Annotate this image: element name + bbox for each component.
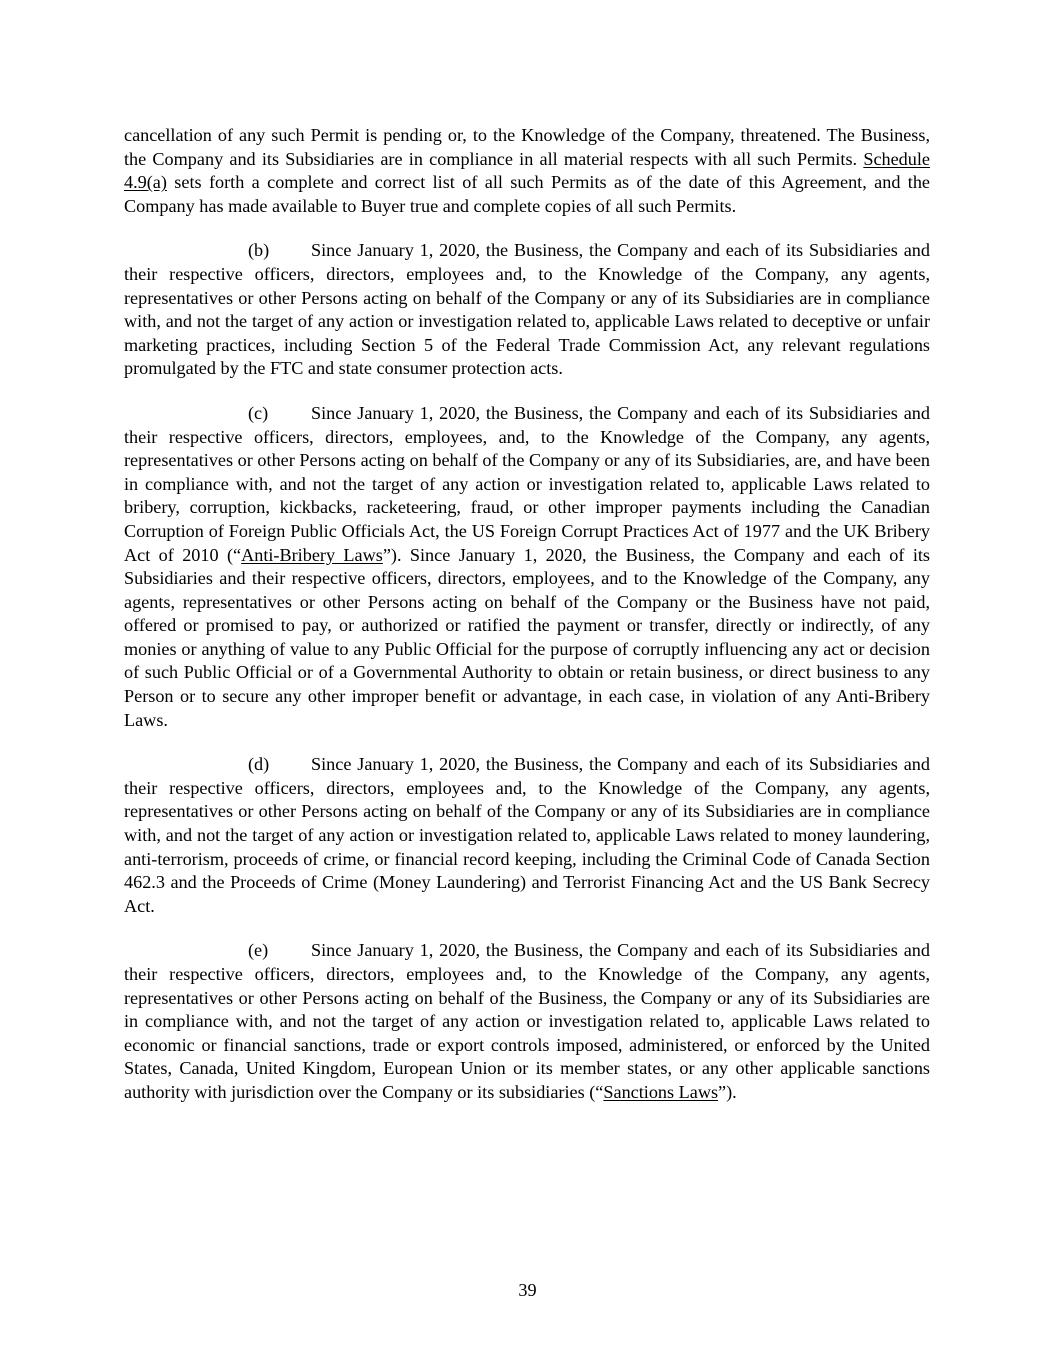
paragraph-text: cancellation of any such Permit is pending or, to the Knowledge of the Company, threatened. The Business, the Company and its Subsidiaries are in compliance in all material respects with all such Permits. — [124, 125, 930, 169]
paragraph-text: ”). Since January 1, 2020, the Business, the Company and each of its Subsidiaries and their respective officers, directors, employees, and to the Knowledge of the Company, any agents, representatives or other Persons acting on behalf of the Company or the Business have not paid, offered or promised to pay, or authorized or ratified the payment or transfer, directly or indirectly, of any monies or anything of value to any Public Official for the purpose of corruptly influencing any act or decision of such Public Official or of a Governmental Authority to obtain or retain business, or direct business to any Person or to secure any other improper benefit or advantage, in each case, in violation of any Anti-Bribery Laws. — [124, 544, 931, 730]
schedule-reference: Schedule 4.9(a) — [124, 148, 930, 193]
paragraph-text: Since January 1, 2020, the Business, the Company and each of its Subsidiaries and their respective officers, directors, employees and, to the Knowledge of the Company, any agents, representatives or other Persons acting on behalf of the Company or any of its Subsidiaries are in compliance with, and not the target of any action or investigation related to, applicable Laws related to money laundering, anti-terrorism, proceeds of crime, or financial record keeping, including the Criminal Code of Canada Section 462.3 and the Proceeds of Crime (Money Laundering) and Terrorist Financing Act and the US Bank Secrecy Act. — [124, 754, 930, 916]
paragraph-label: (d) — [248, 754, 270, 775]
paragraph-e — [124, 939, 930, 1104]
paragraph-text: Since January 1, 2020, the Business, the Company and each of its Subsidiaries and their respective officers, directors, employees, and, to the Knowledge of the Company, any agents, representatives or other Persons acting on behalf of the Company or any of its Subsidiaries, are, and have been in compliance with, and not the target of any action or investigation related to, applicable Laws related to bribery, corruption, kickbacks, racketeering, fraud, or other improper payments including the Canadian Corruption of Foreign Public Officials Act, the US Foreign Corrupt Practices Act of 1977 and the UK Bribery Act of 2010 (“ — [124, 402, 930, 565]
paragraph-label: (e) — [248, 940, 269, 961]
paragraph-text: sets forth a complete and correct list of all such Permits as of the date of this Agreement, and the Company has made available to Buyer true and complete copies of all such Permits. — [124, 172, 930, 216]
defined-term-anti-bribery-laws: Anti-Bribery Laws — [241, 544, 383, 565]
paragraph-text: Since January 1, 2020, the Business, the Company and each of its Subsidiaries and their respective officers, directors, employees and, to the Knowledge of the Company, any agents, representatives or other Persons acting on behalf of the Business, the Company or any of its Subsidiaries are in compliance with, and not the target of any action or investigation related to, applicable Laws related to economic or financial sanctions, trade or export controls imposed, administered, or enforced by the United States, Canada, United Kingdom, European Union or its member states, or any other applicable sanctions authority with jurisdiction over the Company or its subsidiaries (“ — [124, 940, 930, 1102]
paragraph-c — [124, 402, 930, 732]
page-number: 39 — [518, 1280, 537, 1300]
document-page — [124, 124, 930, 1126]
defined-term-sanctions-laws: Sanctions Laws — [603, 1081, 719, 1102]
paragraph-label: (b) — [248, 240, 270, 261]
paragraph-text: Since January 1, 2020, the Business, the Company and each of its Subsidiaries and their respective officers, directors, employees and, to the Knowledge of the Company, any agents, representatives or other Persons acting on behalf of the Company or any of its Subsidiaries are in compliance with, and not the target of any action or investigation related to, applicable Laws related to deceptive or unfair marketing practices, including Section 5 of the Federal Trade Commission Act, any relevant regulations promulgated by the FTC and state consumer protection acts. — [124, 240, 930, 379]
paragraph-d — [124, 753, 930, 918]
paragraph-text: ”). — [718, 1081, 737, 1102]
paragraph-label: (c) — [248, 402, 269, 423]
paragraph-b — [124, 239, 930, 381]
paragraph-a-continuation — [124, 124, 930, 218]
